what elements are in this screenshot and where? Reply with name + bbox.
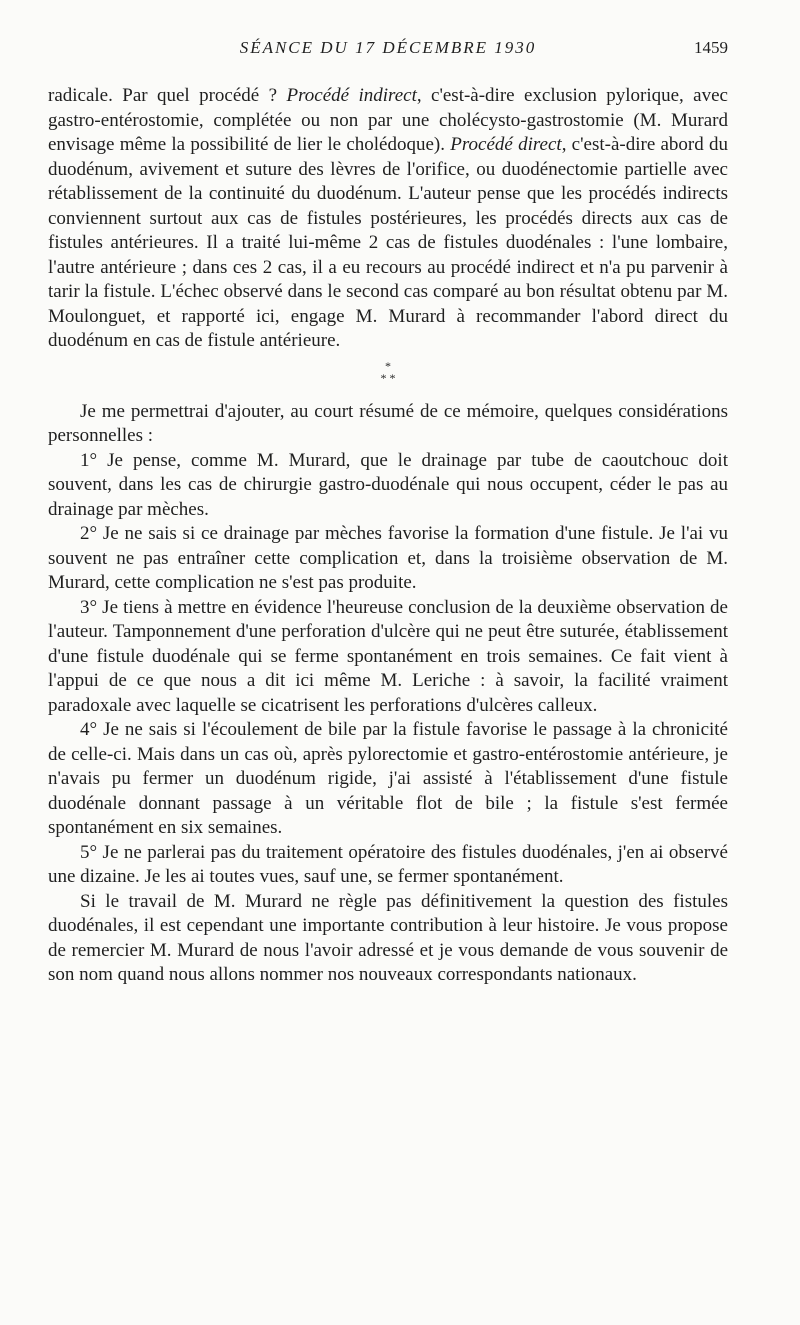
paragraph: 2° Je ne sais si ce drainage par mèches favorise la formation d'une fistule. Je l'ai vu souvent ne pas entraîner cette complication et, dans la troisième observation de M. Murard, cette complication ne s'est pas produite. — [48, 523, 728, 593]
document-page — [48, 38, 728, 988]
page-number: 1459 — [694, 38, 728, 57]
italic-term: Procédé direct — [450, 134, 562, 155]
separator-star: * — [385, 358, 391, 373]
text-run: radicale. Par quel procédé ? — [48, 85, 287, 106]
paragraph: 5° Je ne parlerai pas du traitement opératoire des fistules duodénales, j'en ai observé une dizaine. Je les ai toutes vues, sauf une, se fermer spontanément. — [48, 841, 728, 887]
text-run: , c'est-à-dire abord du duodénum, avivement et suture des lèvres de l'orifice, ou duodénectomie partielle avec rétablissement de la continuité du duodénum. L'auteur pense que les procédés indirects conviennent surtout aux cas de fistules postérieures, les procédés directs aux cas de fistules antérieures. Il a traité lui-même 2 cas de fistules duodénales : l'une lombaire, l'autre antérieure ; dans ces 2 cas, il a eu recours au procédé indirect et n'a pu parvenir à tarir la fistule. L'échec observé dans le second cas comparé au bon résultat obtenu par M. Moulonguet, et rapporté ici, engage M. Murard à recommander l'abord direct du duodénum en cas de fistule antérieure. — [48, 134, 728, 351]
paragraph: 3° Je tiens à mettre en évidence l'heureuse conclusion de la deuxième observation de l'auteur. Tamponnement d'une perforation d'ulcère qui ne peut être suturée, établissement d'une fistule duodénale qui se ferme spontanément en trois semaines. Ce fait vient à l'appui de ce que nous a dit ici même M. Leriche : à savoir, la facilité vraiment paradoxale avec laquelle se cicatrisent les perforations d'ulcères calleux. — [48, 596, 728, 716]
running-header — [48, 38, 728, 68]
separator-stars: * * — [380, 370, 396, 385]
paragraph: Si le travail de M. Murard ne règle pas définitivement la question des fistules duodénales, il est cependant une importante contribution à leur histoire. Je vous propose de remercier M. Murard de nous l'avoir adressé et je vous demande de vous souvenir de son nom quand nous allons nommer nos nouveaux correspondants nationaux. — [48, 890, 728, 985]
session-title: SÉANCE DU 17 DÉCEMBRE 1930 — [239, 38, 537, 57]
italic-term: Procédé indirect — [286, 85, 417, 106]
paragraph: Je me permettrai d'ajouter, au court résumé de ce mémoire, quelques considérations personnelles : — [48, 400, 728, 446]
section-separator — [48, 354, 728, 400]
paragraph: 1° Je pense, comme M. Murard, que le drainage par tube de caoutchouc doit souvent, dans les cas de chirurgie gastro-duodénale qui nous occupent, céder le pas au drainage par mèches. — [48, 449, 728, 520]
paragraph-continued — [48, 84, 728, 354]
text-run: , c'est-à-dire exclusion pylorique, avec gastro-entérostomie, complétée ou non par une cholécysto-gastrostomie (M. Murard envisage même la possibilité de lier le cholédoque). — [48, 85, 728, 155]
paragraph: 4° Je ne sais si l'écoulement de bile par la fistule favorise le passage à la chronicité de celle-ci. Mais dans un cas où, après pylorectomie et gastro-entérostomie antérieure, je n'avais pu fermer un duodénum rigide, j'ai assisté à l'établissement d'une fistule duodénale donnant passage à un véritable flot de bile ; la fistule s'est fermée spontanément en six semaines. — [48, 719, 728, 838]
